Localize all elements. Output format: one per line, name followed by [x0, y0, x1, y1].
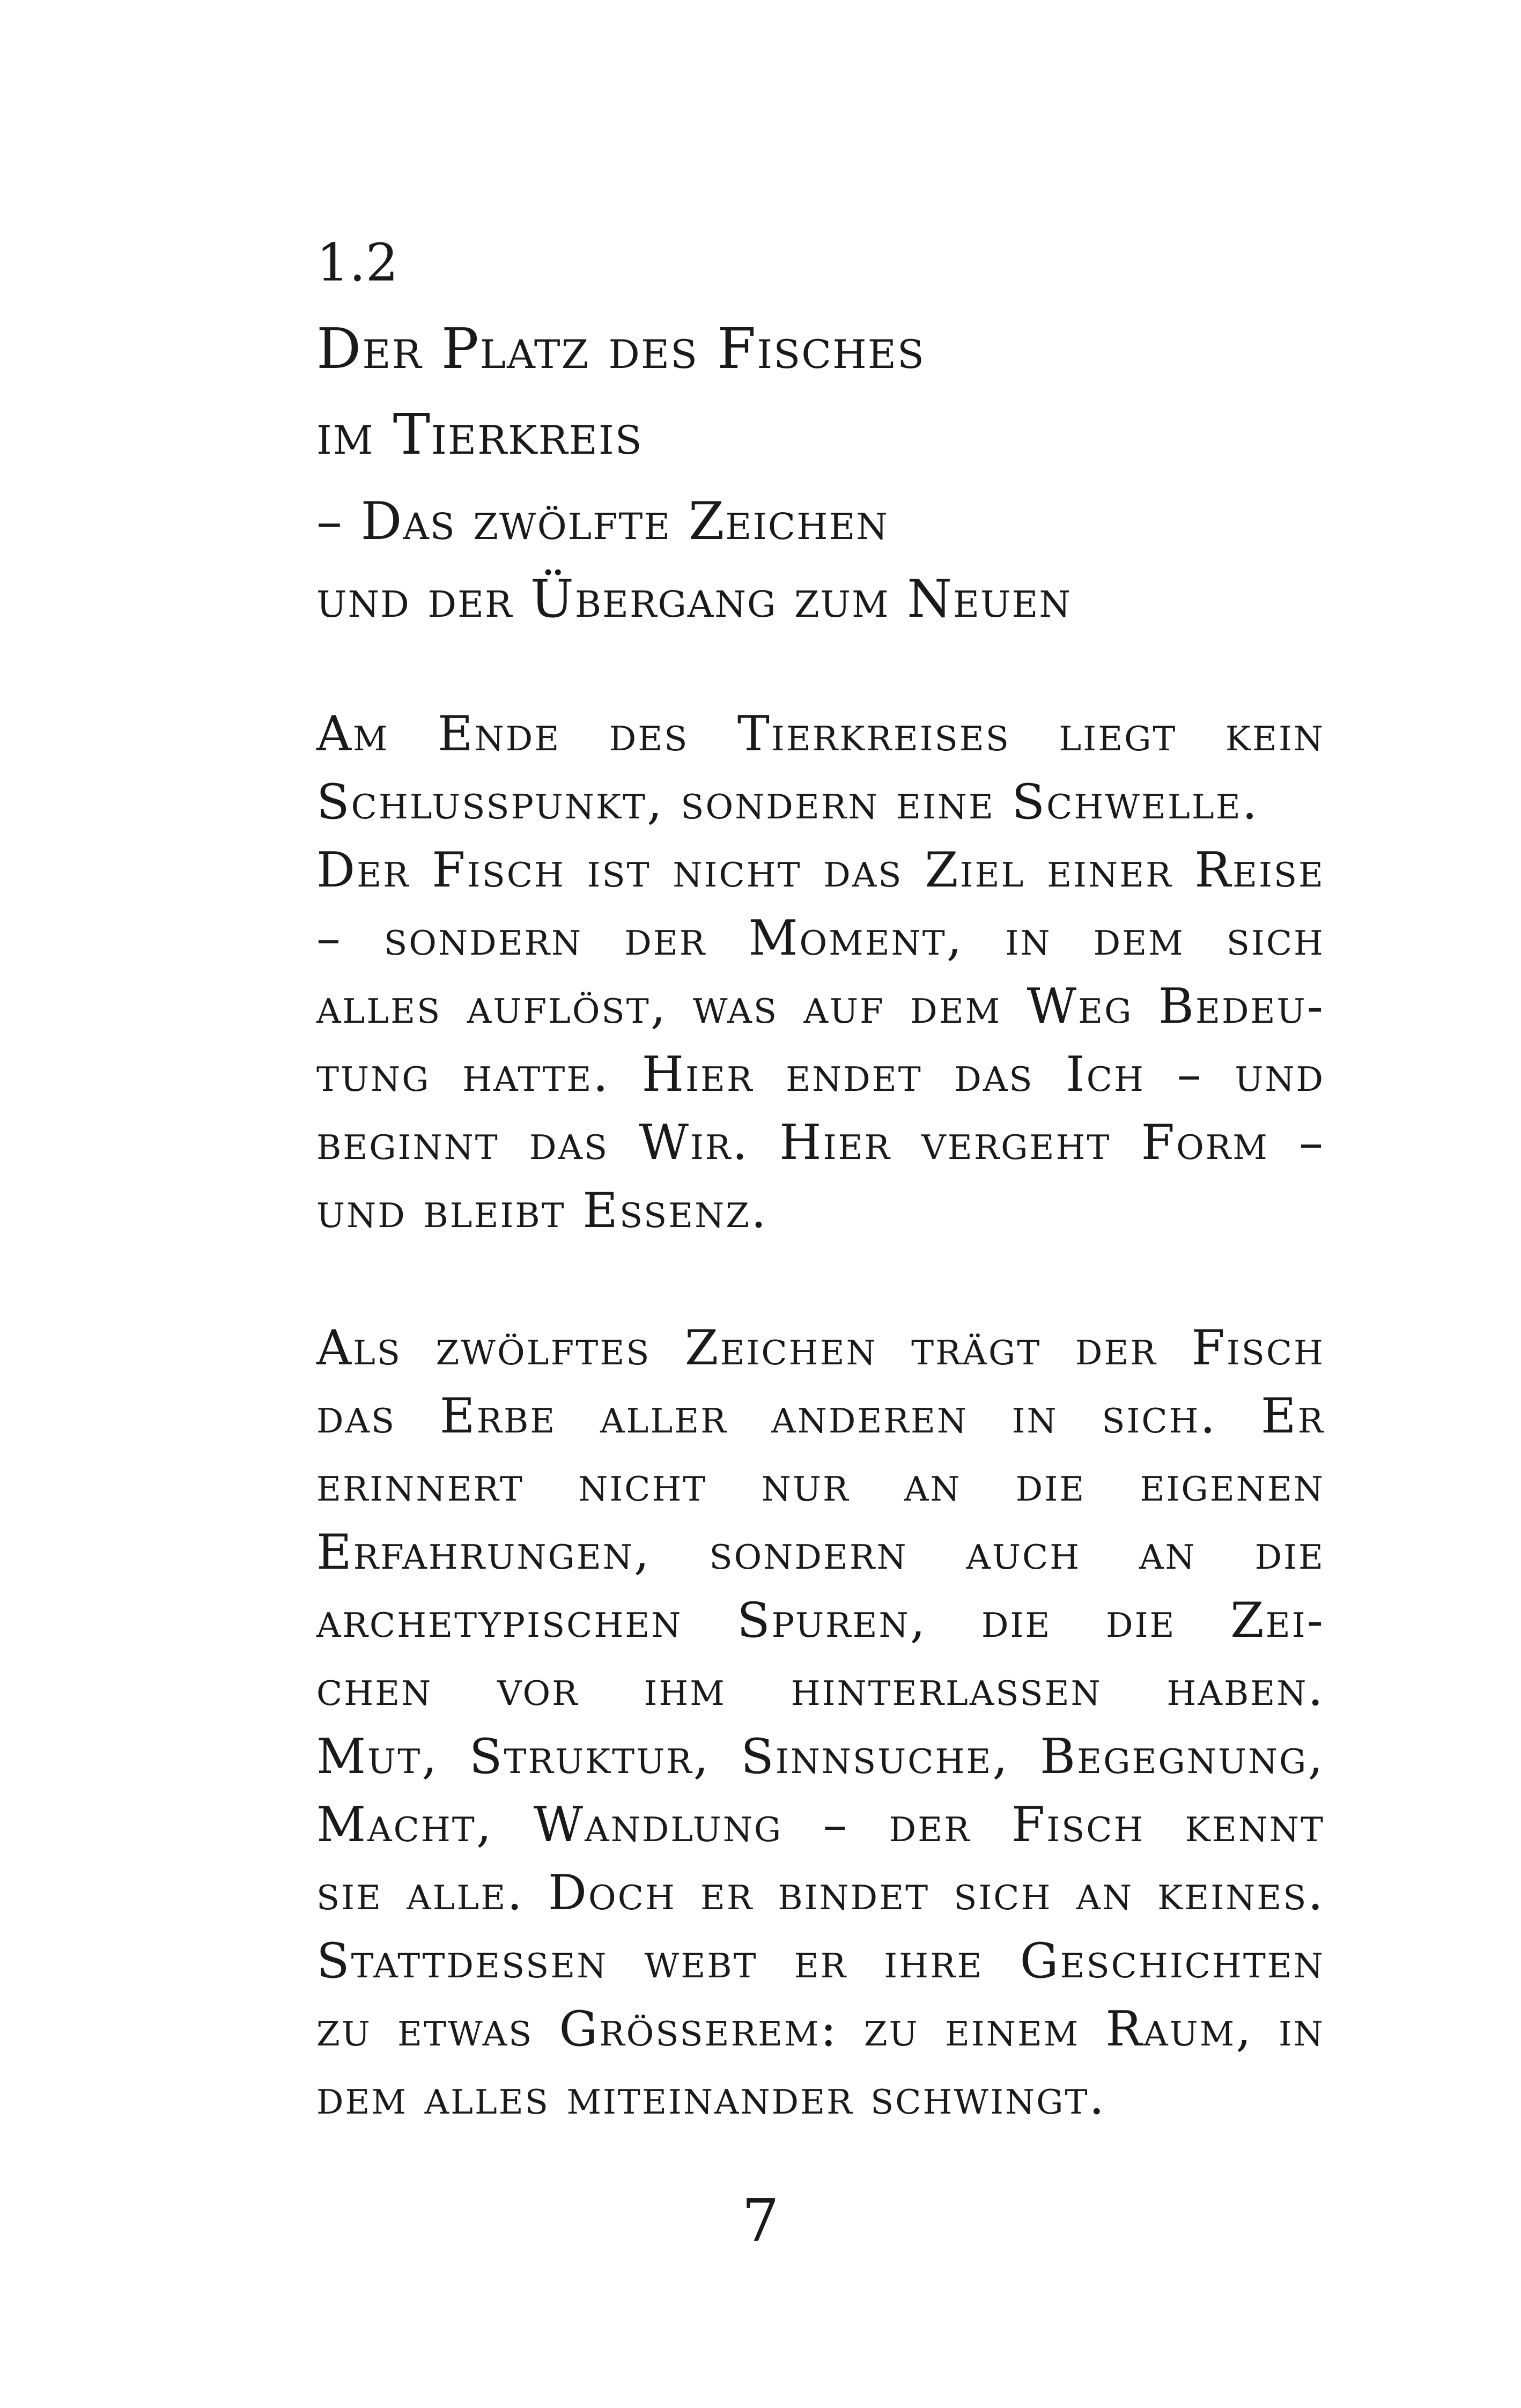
paragraph-line: dem alles miteinander schwingt. — [316, 2069, 1106, 2125]
chapter-subtitle — [316, 483, 1325, 638]
paragraph-line: alles auflöst, was auf dem Weg Bedeu- — [316, 978, 1325, 1035]
paragraph-1 — [316, 700, 1325, 1245]
paragraph-line: das Erbe aller anderen in sich. Er — [316, 1388, 1325, 1444]
paragraph-line: chen vor ihm hinterlassen haben. — [316, 1660, 1325, 1717]
paragraph-line: tung hatte. Hier endet das Ich – und — [316, 1046, 1325, 1103]
chapter-subtitle-line: – Das zwölfte Zeichen — [316, 491, 889, 551]
page-number: 7 — [742, 2186, 779, 2255]
paragraph-2 — [316, 1314, 1325, 2131]
paragraph-line: Der Fisch ist nicht das Ziel einer Reise — [316, 842, 1325, 898]
paragraph-line: und bleibt Essenz. — [316, 1183, 768, 1239]
paragraph-line: Stattdessen webt er ihre Geschichten — [316, 1933, 1325, 1989]
paragraph-line: sie alle. Doch er bindet sich an keines. — [316, 1865, 1325, 1921]
paragraph-line: Schlusspunkt, sondern eine Schwelle. — [316, 774, 1259, 830]
paragraph-line: Erfahrungen, sondern auch an die — [316, 1524, 1325, 1580]
chapter-subtitle-line: und der Übergang zum Neuen — [316, 569, 1072, 629]
paragraph-line: erinnert nicht nur an die eigenen — [316, 1456, 1325, 1512]
paragraph-line: Mut, Struktur, Sinnsuche, Begegnung, — [316, 1729, 1325, 1785]
chapter-title — [316, 306, 1325, 477]
chapter-number: 1.2 — [316, 233, 398, 293]
paragraph-line: Als zwölftes Zeichen trägt der Fisch — [316, 1320, 1325, 1376]
paragraph-line: archetypischen Spuren, die die Zei- — [316, 1592, 1325, 1649]
chapter-title-line: im Tierkreis — [316, 402, 643, 467]
paragraph-line: beginnt das Wir. Hier vergeht Form – — [316, 1114, 1325, 1171]
paragraph-line: Macht, Wandlung – der Fisch kennt — [316, 1797, 1325, 1853]
paragraph-line: zu etwas Grösserem: zu einem Raum, in — [316, 2001, 1325, 2057]
paragraph-line: – sondern der Moment, in dem sich — [316, 910, 1325, 966]
paragraph-line: Am Ende des Tierkreises liegt kein — [316, 706, 1325, 762]
chapter-title-line: Der Platz des Fisches — [316, 316, 926, 381]
